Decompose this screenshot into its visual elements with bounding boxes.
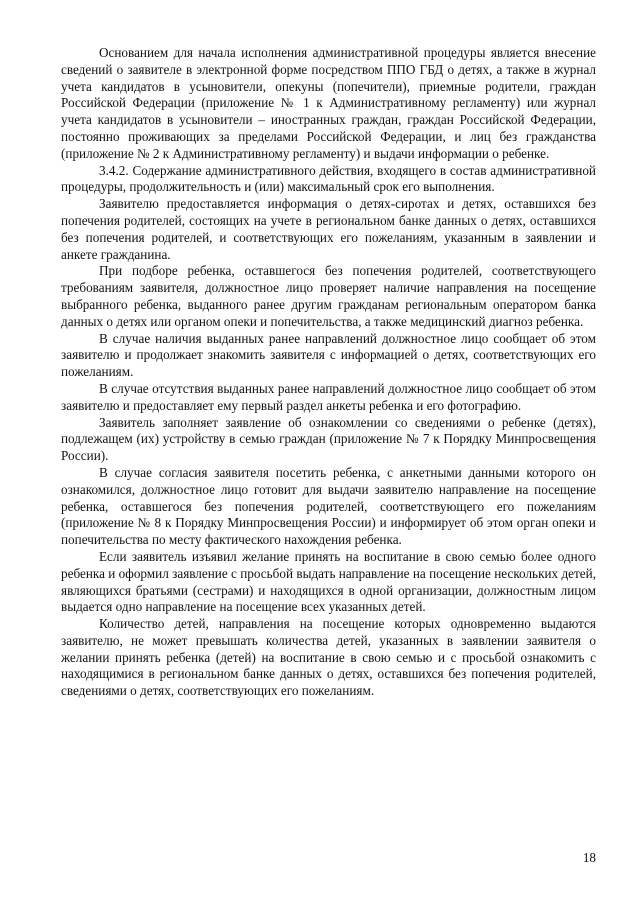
- document-body: [61, 45, 596, 700]
- paragraph-basis: Основанием для начала исполнения административной процедуры является внесение сведений о заявителе в электронной форме посредством ППО ГБД о детях, а также в журнал учета кандидатов в усыновители, опекуны (попечители), приемные родители, граждан Российской Федерации (приложение № 1 к Административному регламенту) или журнал учета кандидатов в усыновители – иностранных граждан, граждан Российской Федерации, постоянно проживающих за пределами Российской Федерации, и лиц без гражданства (приложение № 2 к Административному регламенту) и выдачи информации о ребенке.: [61, 45, 596, 161]
- paragraph-application-form: Заявитель заполняет заявление об ознакомлении со сведениями о ребенке (детях), подлежащем (их) устройству в семью граждан (приложение № 7 к Порядку Минпросвещения России).: [61, 414, 596, 464]
- paragraph-info-provided: Заявителю предоставляется информация о детях-сиротах и детях, оставшихся без попечения родителей, состоящих на учете в региональном банке данных о детях, оставшихся без попечения родителей, и соответствующих его пожеланиям, указанным в заявлении и анкете гражданина.: [61, 196, 596, 262]
- page-number: 18: [582, 850, 596, 865]
- paragraph-child-selection: При подборе ребенка, оставшегося без попечения родителей, соответствующего требованиям заявителя, должностное лицо проверяет наличие направления на посещение выбранного ребенка, выданного ранее другим гражданам региональным оператором банка данных о детях или органом опеки и попечительства, а также медицинский диагноз ребенка.: [61, 263, 596, 329]
- paragraph-referrals-exist: В случае наличия выданных ранее направлений должностное лицо сообщает об этом заявителю и продолжает знакомить заявителя с информацией о детях, соответствующих его пожеланиям.: [61, 330, 596, 380]
- paragraph-no-referrals: В случае отсутствия выданных ранее направлений должностное лицо сообщает об этом заявителю и предоставляет ему первый раздел анкеты ребенка и его фотографию.: [61, 380, 596, 413]
- paragraph-section-3-4-2: 3.4.2. Содержание административного действия, входящего в состав административной процедуры, продолжительность и (или) максимальный срок его выполнения.: [61, 162, 596, 195]
- paragraph-multiple-children: Если заявитель изъявил желание принять на воспитание в свою семью более одного ребенка и оформил заявление с просьбой выдать направление на посещение нескольких детей, являющихся братьями (сестрами) и находящихся в одной организации, должностным лицом выдается одно направление на посещение всех указанных детей.: [61, 548, 596, 615]
- paragraph-consent-visit: В случае согласия заявителя посетить ребенка, с анкетными данными которого он ознакомился, должностное лицо готовит для выдачи заявителю направление на посещение ребенка, оставшегося без попечения родителей, соответствующего его пожеланиям (приложение № 8 к Порядку Минпросвещения России) и информирует об этом орган опеки и попечительства по месту фактического нахождения ребенка.: [61, 464, 596, 548]
- paragraph-referral-count: Количество детей, направления на посещение которых одновременно выдаются заявителю, не может превышать количества детей, указанных в заявлении заявителя о желании принять ребенка (детей) на воспитание в свою семью и с просьбой ознакомить с находящимися в региональном банке данных о детях, оставшихся без попечения родителей, сведениями о детях, соответствующих его пожеланиям.: [61, 616, 596, 699]
